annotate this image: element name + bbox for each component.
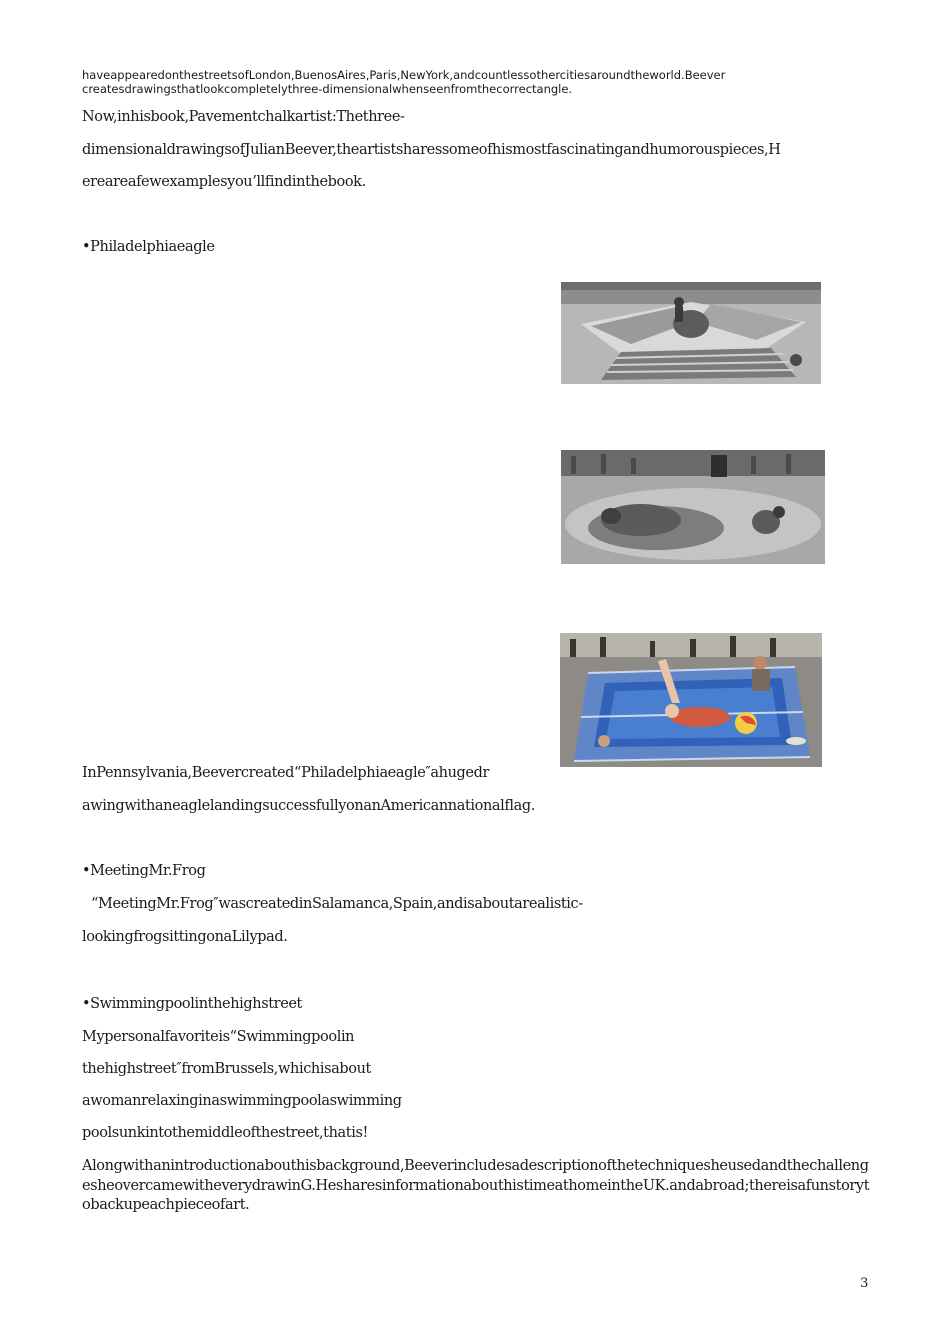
section-heading-frog: •MeetingMr.Frog — [82, 863, 206, 879]
pool-text-line-4: poolsunkintothemiddleofthestreet,thatis! — [82, 1125, 368, 1141]
frog-text-line-2: lookingfrogsittingonaLilypad. — [82, 929, 288, 945]
intro-line-1: haveappearedonthestreetsofLondon,BuenosAires,Paris,NewYork,andcountlessothercitiesaroundtheworld.Beever — [82, 68, 726, 82]
page-number: 3 — [860, 1276, 868, 1291]
pool-text-line-3: awomanrelaxinginaswimmingpoolaswimming — [82, 1093, 402, 1109]
section-heading-eagle: •Philadelphiaeagle — [82, 239, 215, 255]
eagle-text-line-2: awingwithaneaglelandingsuccessfullyonanAmericannationalflag. — [82, 798, 535, 814]
frog-text-line-1: “MeetingMr.Frog″wascreatedinSalamanca,Spain,andisaboutarealistic- — [91, 896, 583, 912]
section-heading-pool: •Swimmingpoolinthehighstreet — [82, 996, 302, 1012]
swimming-pool-photo — [560, 633, 822, 767]
book-para-line-1: Now,inhisbook,Pavementchalkartist:Thethree- — [82, 109, 405, 125]
frog-photo — [561, 450, 825, 564]
eagle-text-line-1: InPennsylvania,Beevercreated“Philadelphiaeagle″ahugedr — [82, 765, 490, 781]
book-para-line-2: dimensionaldrawingsofJulianBeever,theartistsharessomeofhismostfascinatingandhumorouspieces,H — [82, 142, 781, 158]
intro-line-2: createsdrawingsthatlookcompletelythree-dimensionalwhenseenfromthecorrectangle. — [82, 82, 573, 96]
pool-text-line-2: thehighstreet″fromBrussels,whichisabout — [82, 1061, 371, 1077]
closing-paragraph: Alongwithanintroductionabouthisbackground,BeeverincludesadescriptionofthetechniquesheusedandthechallengesheovercamewitheverydrawinG.HesharesinformationabouthistimeathomeintheUK.andabroad;thereisafunstorytobackupeachpieceofart. — [82, 1158, 870, 1213]
book-para-line-3: ereareafewexamplesyou’llfindinthebook. — [82, 174, 366, 190]
eagle-photo — [561, 282, 821, 384]
pool-text-line-1: Mypersonalfavoriteis“Swimmingpoolin — [82, 1029, 355, 1045]
